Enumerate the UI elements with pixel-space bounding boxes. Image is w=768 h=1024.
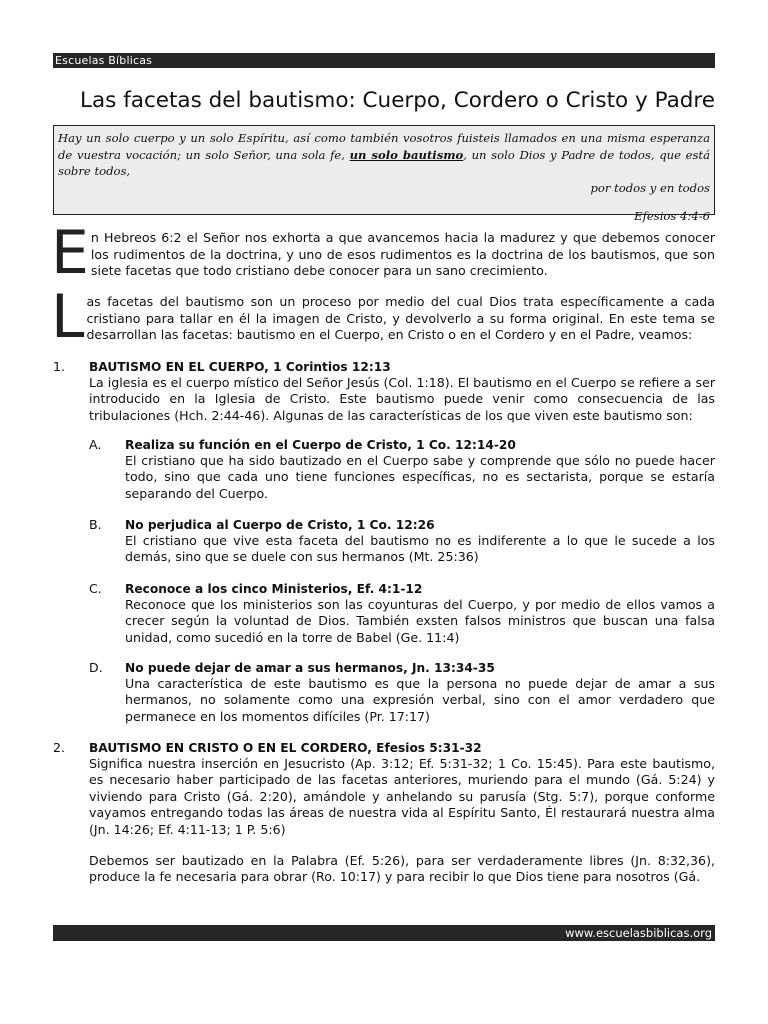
- quote-emphasis: un solo bautismo: [349, 147, 464, 162]
- page-title: Las facetas del bautismo: Cuerpo, Cordero o Cristo y Padre: [80, 88, 715, 113]
- intro-text: as facetas del bautismo son un proceso por medio del cual Dios trata específicamente a cada cristiano para tallar en él la imagen de Cristo, y devolverlo a su forma original. En este tema se desarrollan las facetas: bautismo en el Cuerpo, en Cristo o en el Cordero y en el Padre, veamos:: [86, 294, 715, 343]
- quote-text-before: Hay un solo cuerpo y un solo Espíritu, así como también vosotros fuisteis llamados en una misma esperanza de vuestra vocación; un solo Señor, una sola fe,: [58, 131, 710, 162]
- intro-paragraph-2: [51, 282, 715, 352]
- intro-text: n Hebreos 6:2 el Señor nos exhorta a que avancemos hacia la madurez y que debemos conocer los rudimentos de la doctrina, y uno de esos rudimentos es la doctrina de los bautismos, que son siete facetas que todo cristiano debe conocer para un sano crecimiento.: [90, 230, 715, 279]
- footer-bar: [53, 925, 715, 941]
- subsection-heading: Reconoce a los cinco Ministerios, Ef. 4:1-12: [125, 582, 423, 596]
- section-1: [53, 359, 715, 429]
- section-body: Significa nuestra inserción en Jesucristo (Ap. 3:12; Ef. 5:31-32; 1 Co. 15:45). Para este bautismo, es necesario haber participado de las facetas anteriores, muriendo para el mundo (Gá. 5:24) y viviendo para Cristo (Gá. 2:20), amándole y anhelando su parusía (Stg. 5:7), porque conforme vayamos entregando todas las áreas de nuestra vida al Espíritu Santo, Él restaurará nuestra alma (Jn. 14:26; Ef. 4:11-13; 1 P. 5:6): [89, 756, 715, 837]
- subsection-body: Reconoce que los ministerios son las coyunturas del Cuerpo, y por medio de ellos vamos a crecer según la voluntad de Dios. También exsten falsos ministros que buscan una falsa unidad, como sucedió en la torre de Babel (Ge. 11:4): [125, 597, 715, 645]
- subsection-body: El cristiano que vive esta faceta del bautismo no es indiferente a lo que le sucede a los demás, sino que se duele con sus hermanos (Mt. 25:36): [125, 533, 715, 565]
- quote-reference: Efesios 4:4-6: [634, 209, 710, 223]
- section-2: [53, 740, 715, 840]
- subsection-heading: No perjudica al Cuerpo de Cristo, 1 Co. 12:26: [125, 518, 435, 532]
- section-heading: BAUTISMO EN EL CUERPO, 1 Corintios 12:13: [89, 360, 391, 374]
- dropcap: L: [51, 282, 85, 352]
- quote-tail: por todos y en todos: [590, 180, 710, 195]
- footer-url-link[interactable]: www.escuelasbiblicas.org: [565, 926, 712, 940]
- section-number: 2.: [53, 740, 66, 755]
- header-bar: [53, 53, 715, 68]
- section-number: 1.: [53, 359, 66, 374]
- header-label: Escuelas Bíblicas: [55, 54, 153, 67]
- dropcap: E: [51, 218, 89, 288]
- quote-text-after: , un solo Dios y Padre de todos, que está sobre todos,: [58, 147, 710, 178]
- section-body: La iglesia es el cuerpo místico del Señor Jesús (Col. 1:18). El bautismo en el Cuerpo se refiere a ser introducido en la Iglesia de Cristo. Este bautismo puede venir como consecuencia de las tribulaciones (Hch. 2:44-46). Algunas de las características de los que viven este bautismo son:: [89, 375, 715, 423]
- subsection-heading: No puede dejar de amar a sus hermanos, Jn. 13:34-35: [125, 661, 495, 675]
- subsection-heading: Realiza su función en el Cuerpo de Cristo, 1 Co. 12:14-20: [125, 438, 516, 452]
- subsection-body: Una característica de este bautismo es que la persona no puede dejar de amar a sus hermanos, no solamente como una expresión verbal, sino con el amor verdadero que permanece en los momentos difíciles (Pr. 17:17): [125, 676, 715, 724]
- intro-paragraph-1: [51, 218, 715, 288]
- subsection-letter: A.: [89, 437, 102, 452]
- section-body-continued: Debemos ser bautizado en la Palabra (Ef. 5:26), para ser verdaderamente libres (Jn. 8:32,36), produce la fe necesaria para obrar (Ro. 10:17) y para recibir lo que Dios tiene para nosotros (Gá.: [89, 853, 715, 885]
- section-2-continuation: [53, 853, 715, 887]
- subsection-letter: C.: [89, 581, 102, 596]
- subsection-letter: D.: [89, 660, 103, 675]
- section-heading: BAUTISMO EN CRISTO O EN EL CORDERO, Efesios 5:31-32: [89, 741, 482, 755]
- subsection-body: El cristiano que ha sido bautizado en el Cuerpo sabe y comprende que sólo no puede hacer todo, sino que cada uno tiene funciones específicas, no es sectarista, porque se estaría separando del Cuerpo.: [125, 453, 715, 501]
- scripture-quote-box: [53, 125, 715, 223]
- subsection-letter: B.: [89, 517, 102, 532]
